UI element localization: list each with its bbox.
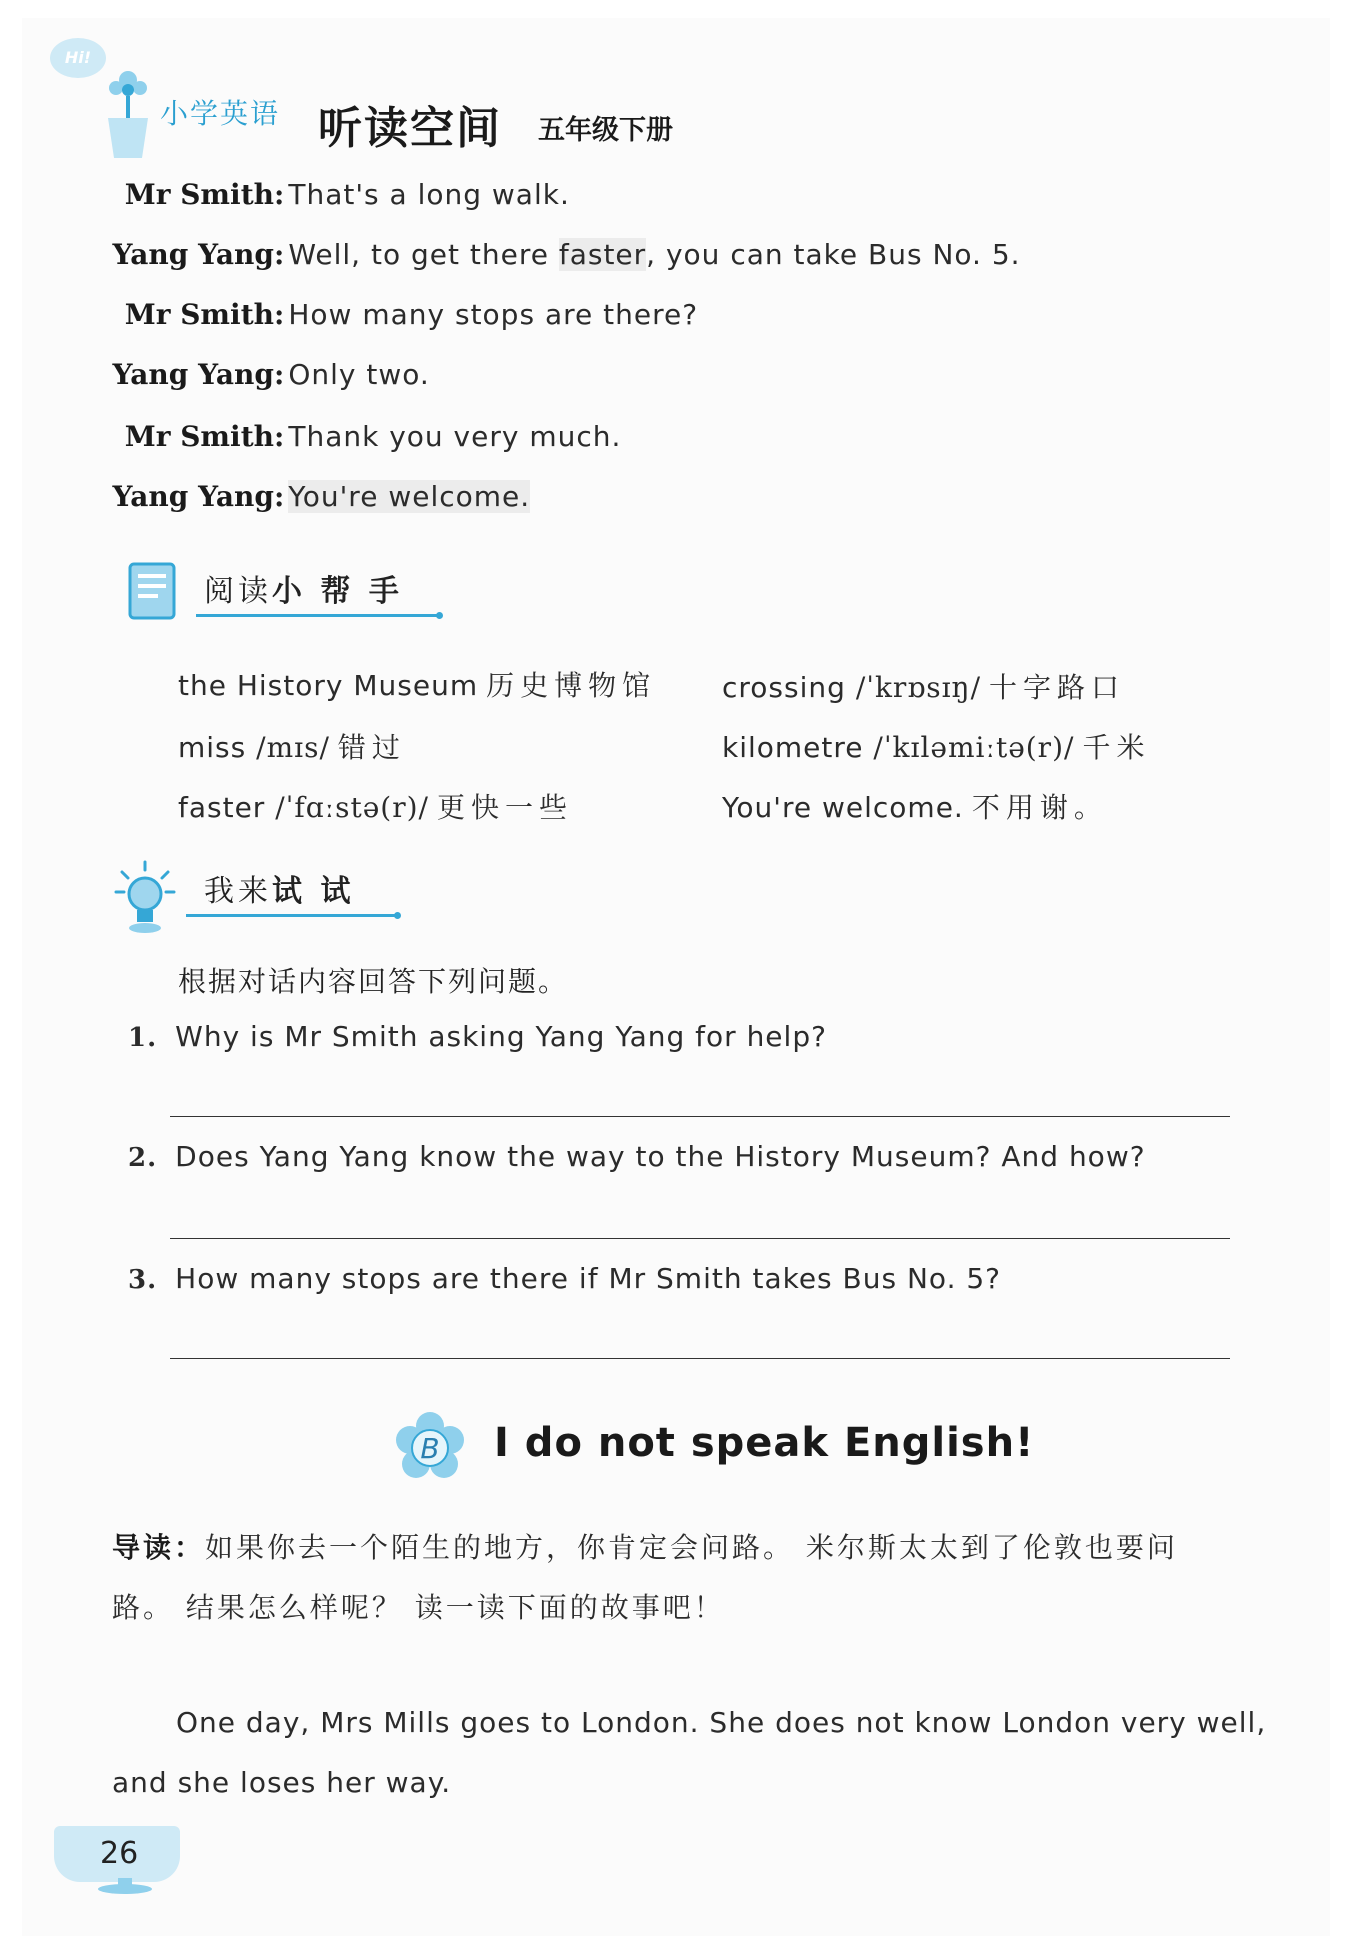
vocab-item: You're welcome. 不用谢。 bbox=[722, 791, 1108, 824]
dialogue-text: Only two. bbox=[288, 358, 430, 391]
highlighted-word: faster bbox=[558, 238, 647, 271]
dialogue-text: You're welcome. bbox=[288, 480, 531, 513]
dialogue-text: That's a long walk. bbox=[288, 178, 570, 211]
speaker-name: Yang Yang bbox=[112, 358, 274, 391]
speaker-name: Mr Smith bbox=[124, 178, 274, 211]
question-1: 1. Why is Mr Smith asking Yang Yang for help? bbox=[128, 1020, 827, 1053]
vocab-item: miss /mɪs/ 错过 bbox=[178, 731, 406, 764]
header-title: 听读空间 bbox=[318, 103, 502, 154]
flower-pot-icon bbox=[100, 64, 156, 160]
heading-underline-dot bbox=[394, 912, 401, 919]
heading-underline bbox=[186, 914, 398, 917]
hi-badge: Hi! bbox=[50, 38, 106, 78]
lightbulb-icon bbox=[114, 860, 176, 936]
vocab-item: faster /ˈfɑːstə(r)/ 更快一些 bbox=[178, 791, 573, 824]
header-subtitle: 小学英语 bbox=[160, 97, 281, 130]
header-grade: 五年级下册 bbox=[538, 115, 673, 146]
speaker-name: Mr Smith bbox=[124, 420, 274, 453]
answer-line-1[interactable] bbox=[170, 1116, 1230, 1117]
dialogue-line: Mr Smith : Thank you very much. bbox=[0, 420, 621, 453]
speaker-name: Yang Yang bbox=[112, 480, 274, 513]
dialogue-line: Yang Yang : Well, to get there faster, you can take Bus No. 5. bbox=[0, 238, 1021, 271]
guide-line-1: 导读：如果你去一个陌生的地方，你肯定会问路。 米尔斯太太到了伦敦也要问 bbox=[112, 1531, 1178, 1564]
dialogue-line: Yang Yang : Only two. bbox=[0, 358, 430, 391]
vocab-item: crossing /ˈkrɒsɪŋ/ 十字路口 bbox=[722, 671, 1126, 704]
page-number: 26 bbox=[100, 1836, 139, 1871]
section-b-badge-icon bbox=[392, 1410, 468, 1486]
vocab-item: kilometre /ˈkɪləmiːtə(r)/ 千米 bbox=[722, 731, 1151, 764]
try-it-title: 我来试 试 bbox=[204, 874, 355, 909]
story-line-2: and she loses her way. bbox=[112, 1766, 452, 1799]
reading-helper-title: 阅读小 帮 手 bbox=[204, 574, 403, 609]
question-2: 2. Does Yang Yang know the way to the History Museum? And how? bbox=[128, 1140, 1146, 1173]
answer-line-3[interactable] bbox=[170, 1358, 1230, 1359]
question-3: 3. How many stops are there if Mr Smith takes Bus No. 5? bbox=[128, 1262, 1002, 1295]
vocab-item: the History Museum 历史博物馆 bbox=[178, 669, 657, 702]
dialogue-line: Yang Yang : You're welcome. bbox=[0, 480, 530, 513]
story-line-1: One day, Mrs Mills goes to London. She does not know London very well, bbox=[176, 1706, 1267, 1739]
guide-line-2: 路。 结果怎么样呢？ 读一读下面的故事吧！ bbox=[112, 1591, 725, 1624]
dialogue-line: Mr Smith : How many stops are there? bbox=[0, 298, 698, 331]
dialogue-line: Mr Smith : That's a long walk. bbox=[0, 178, 570, 211]
answer-line-2[interactable] bbox=[170, 1238, 1230, 1239]
section-b-title: I do not speak English! bbox=[494, 1420, 1035, 1466]
dialogue-text: Well, to get there faster, you can take Bus No. 5. bbox=[288, 238, 1021, 271]
svg-text:B: B bbox=[420, 1432, 440, 1465]
heading-underline-dot bbox=[436, 612, 443, 619]
instruction-text: 根据对话内容回答下列问题。 bbox=[178, 965, 569, 998]
heading-underline bbox=[196, 614, 438, 617]
speaker-name: Mr Smith bbox=[124, 298, 274, 331]
page-number-base bbox=[98, 1884, 152, 1894]
speaker-name: Yang Yang bbox=[112, 238, 274, 271]
dialogue-text: Thank you very much. bbox=[288, 420, 622, 453]
book-icon bbox=[126, 560, 182, 624]
dialogue-text: How many stops are there? bbox=[288, 298, 699, 331]
